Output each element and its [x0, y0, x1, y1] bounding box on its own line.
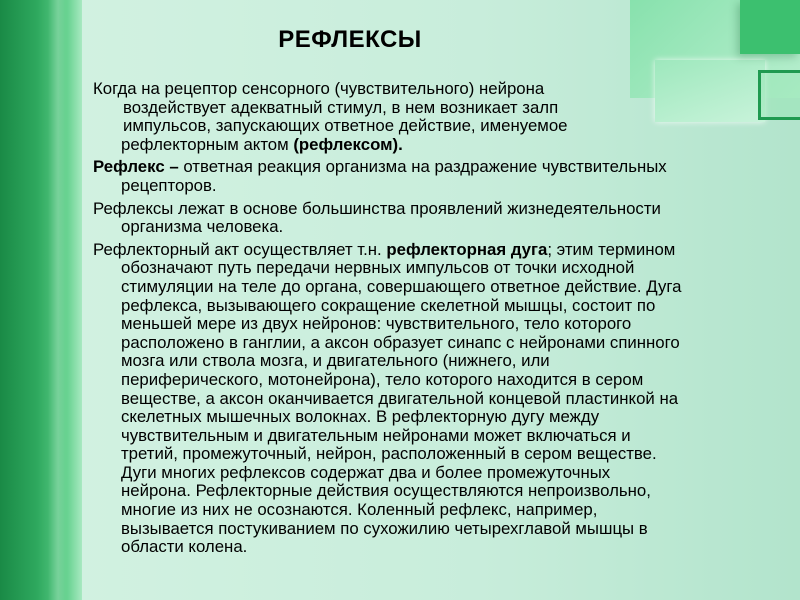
text-line: воздействует адекватный стимул, в нем возникает залп — [123, 97, 559, 117]
text-line: рефлекса, вызывающего сокращение скелетной мышцы, состоит по — [121, 295, 656, 315]
slide-body — [93, 80, 793, 561]
paragraph-basis — [93, 200, 793, 237]
text-line: веществе, а аксон оканчивается двигательной концевой пластинкой на — [121, 388, 679, 408]
left-bar-highlight — [48, 0, 68, 600]
bold-term: Рефлекс – — [93, 157, 184, 177]
text-line — [93, 241, 793, 260]
text-fragment: Рефлекторный акт осуществляет т.н. — [93, 239, 387, 259]
decorative-corner-block — [740, 0, 800, 54]
bold-term: (рефлексом). — [293, 134, 403, 154]
text-line: организма человека. — [121, 217, 284, 237]
paragraph-intro — [93, 80, 793, 154]
text-line: Когда на рецептор сенсорного (чувствительного) нейрона — [93, 79, 545, 98]
paragraph-definition — [93, 158, 793, 195]
text-fragment: ; этим термином — [547, 239, 676, 259]
text-line: чувствительным и двигательным нейронами может включаться и — [121, 425, 631, 445]
text-fragment: лежат в основе большинства проявлений жизнедеятельности — [178, 198, 661, 218]
text-line — [93, 136, 793, 155]
text-line: мозга или ствола мозга, и двигательного (нижнего, или — [121, 351, 550, 371]
text-line — [93, 200, 793, 219]
text-line: скелетных мышечных волокнах. В рефлекторную дугу между — [121, 407, 600, 427]
text-line: многие из них не осознаются. Коленный рефлекс, например, — [121, 500, 598, 520]
text-line: обозначают путь передачи нервных импульсов от точки исходной — [121, 258, 635, 278]
text-line: меньшей мере из двух нейронов: чувствительного, тело которого — [121, 314, 632, 334]
text-fragment: рефлекторным актом — [121, 134, 294, 154]
text-line: стимуляции на теле до органа, совершающего ответное действие. Дуга — [121, 276, 682, 296]
text-line: импульсов, запускающих ответное действие, именуемое — [123, 116, 568, 136]
slide-title: РЕФЛЕКСЫ — [278, 26, 422, 53]
text-line: расположено в ганглии, а аксон образует синапс с нейронами спинного — [121, 332, 680, 352]
text-line: Дуги многих рефлексов содержат два и более промежуточных — [121, 462, 611, 482]
text-line: рецепторов. — [121, 175, 217, 195]
text-line — [93, 158, 793, 177]
paragraph-reflex-arc — [93, 241, 793, 557]
text-fragment: ответная реакция организма на раздражение чувствительных — [183, 157, 667, 177]
text-line: нейрона. Рефлекторные действия осуществляются непроизвольно, — [121, 481, 651, 501]
bold-term: рефлекторная дуга — [386, 239, 548, 259]
text-fragment: Рефлексы — [93, 198, 178, 218]
text-line: третий, промежуточный, нейрон, расположенный в сером веществе. — [121, 444, 657, 464]
text-line: вызывается постукиванием по сухожилию четырехглавой мышцы в — [121, 518, 648, 538]
left-green-bar — [0, 0, 82, 600]
text-line: периферического, мотонейрона), тело которого находится в сером — [121, 369, 644, 389]
text-line: области колена. — [121, 537, 248, 557]
